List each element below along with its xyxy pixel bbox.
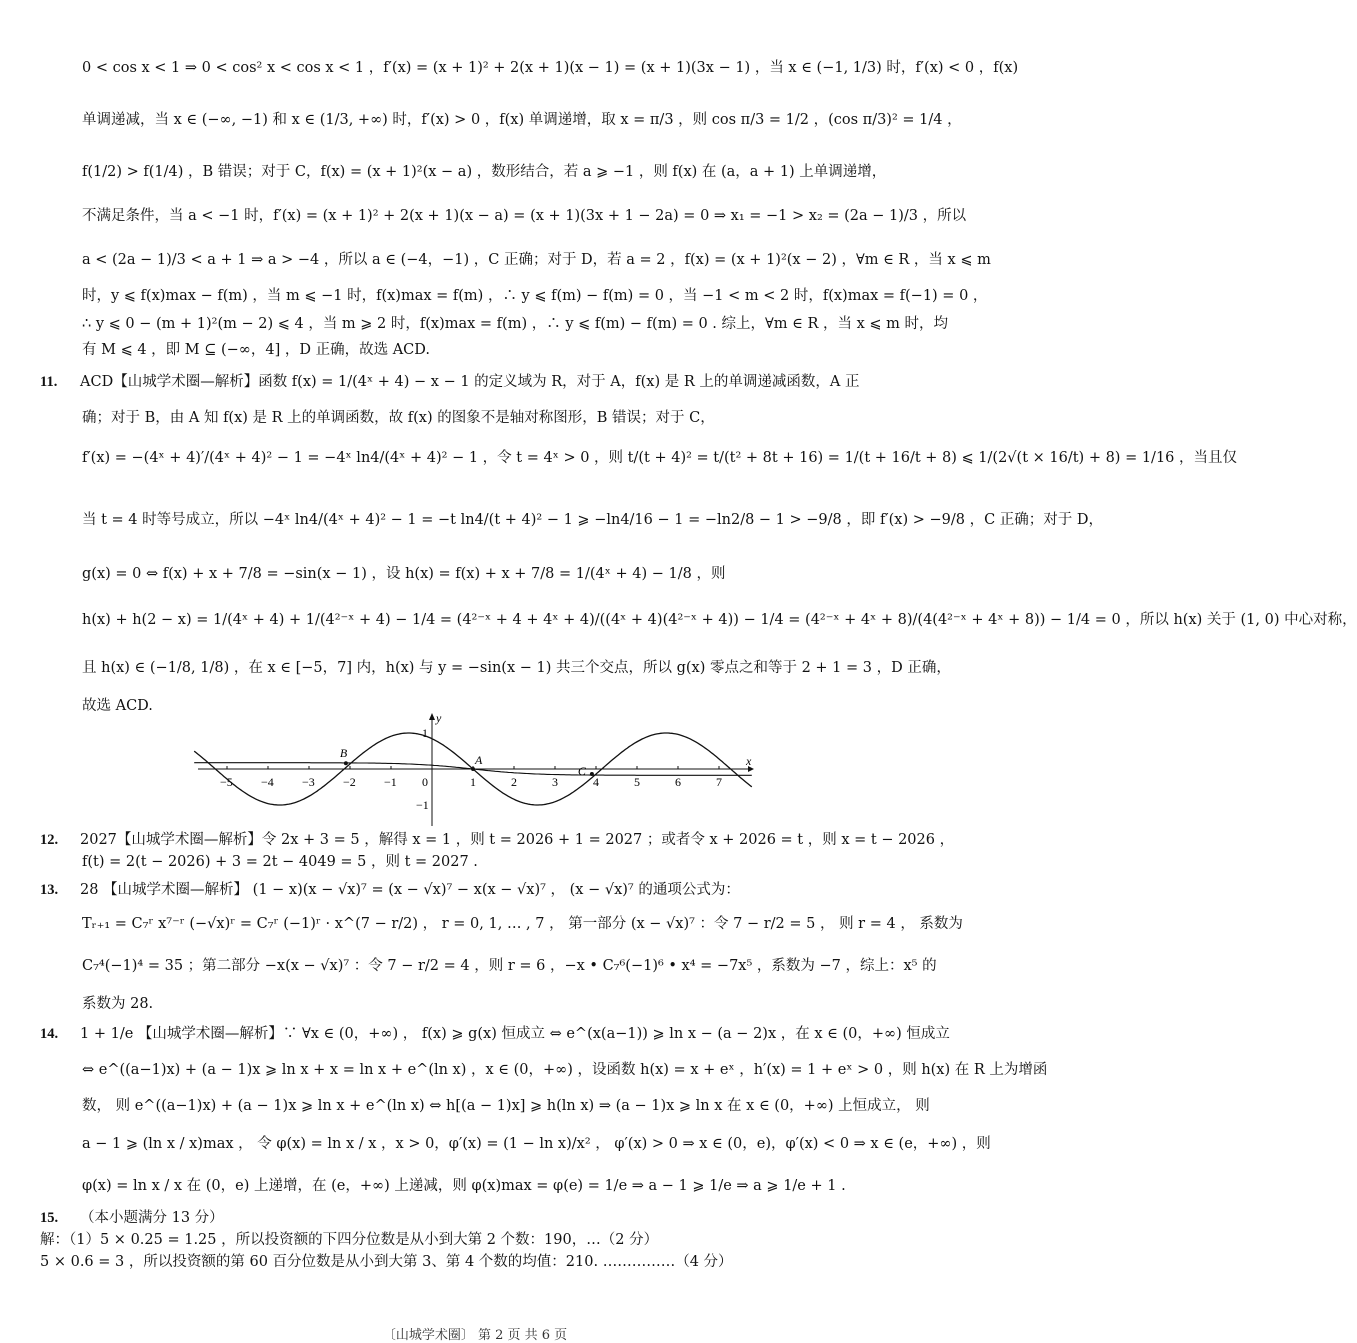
text-line: a < (2a − 1)/3 < a + 1 ⇒ a > −4 ，所以 a ∈ (−4，−1) ，C 正确；对于 D，若 a = 2 ，f(x) = (x + 1)²(x − 2) ，∀m ∈ R ，当 x ⩽ m: [82, 252, 991, 268]
question-number: 14.: [40, 1026, 59, 1042]
text-line: 有 M ⩽ 4 ，即 M ⊆ (−∞，4] ，D 正确，故选 ACD.: [82, 342, 430, 358]
text-line: 数， 则 e^((a−1)x) + (a − 1)x ⩾ ln x + e^(ln x) ⇔ h[(a − 1)x] ⩾ h(ln x) ⇒ (a − 1)x ⩾ ln x 在 x ∈ (0，+∞) 上恒成立， 则: [82, 1098, 930, 1114]
text-line: a − 1 ⩾ (ln x / x)max ， 令 φ(x) = ln x / x ，x > 0，φ′(x) = (1 − ln x)/x² ， φ′(x) > 0 ⇒ x ∈ (0，e)，φ′(x) < 0 ⇒ x ∈ (e，+∞) ，则: [82, 1136, 991, 1152]
text-line: 时，y ⩽ f(x)max − f(m) ，当 m ⩽ −1 时，f(x)max = f(m) ，∴ y ⩽ f(m) − f(m) = 0 ，当 −1 < m < 2 时，f(x)max = f(−1) = 0 ，: [82, 288, 988, 304]
x-tick-label: −2: [343, 775, 356, 789]
x-tick-label: 0: [422, 775, 428, 789]
question-number: 11.: [40, 374, 58, 390]
point-label: B: [339, 746, 348, 761]
text-line: h(x) + h(2 − x) = 1/(4ˣ + 4) + 1/(4²⁻ˣ + 4) − 1/4 = (4²⁻ˣ + 4 + 4ˣ + 4)/((4ˣ + 4)(4²⁻ˣ + 4)) − 1/4 = (4²⁻ˣ + 4ˣ + 8)/(4(4²⁻ˣ + 4ˣ + 8)) − 1/4 = 0 ，所以 h(x) 关于 (1, 0) 中心对称，: [82, 612, 1357, 628]
text-line: [40, 372, 910, 392]
x-tick-label: −4: [261, 775, 274, 789]
point-c: [590, 772, 594, 776]
text-span: ACD【山城学术圈—解析】函数 f(x) = 1/(4ˣ + 4) − x − 1 的定义域为 R，对于 A，f(x) 是 R 上的单调递减函数，A 正: [80, 374, 860, 390]
x-tick-label: 3: [552, 775, 558, 789]
text-span: 1 + 1/e 【山城学术圈—解析】∵ ∀x ∈ (0，+∞) ， f(x) ⩾ g(x) 恒成立 ⇔ e^(x(a−1)) ⩾ ln x − (a − 2)x ，在 x ∈ (0，+∞) 恒成立: [80, 1026, 950, 1042]
text-span: （本小题满分 13 分）: [80, 1210, 224, 1226]
text-line: g(x) = 0 ⇔ f(x) + x + 7/8 = −sin(x − 1) ，设 h(x) = f(x) + x + 7/8 = 1/(4ˣ + 4) − 1/8 ，则: [82, 566, 726, 582]
x-tick-label: −3: [302, 775, 315, 789]
text-line: [40, 1208, 910, 1228]
text-line: f(1/2) > f(1/4) ，B 错误；对于 C，f(x) = (x + 1)²(x − a) ，数形结合，若 a ⩾ −1 ，则 f(x) 在 (a，a + 1) 上单调递增，: [82, 164, 887, 180]
text-line: 单调递减，当 x ∈ (−∞, −1) 和 x ∈ (1/3, +∞) 时，f′(x) > 0 ，f(x) 单调递增，取 x = π/3 ，则 cos π/3 = 1/2 ，(cos π/3)² = 1/4 ，: [82, 112, 962, 128]
y-tick-label: −1: [416, 798, 429, 812]
text-line: 且 h(x) ∈ (−1/8, 1/8) ，在 x ∈ [−5，7] 内，h(x) 与 y = −sin(x − 1) 共三个交点，所以 g(x) 零点之和等于 2 + 1 = 3 ，D 正确，: [82, 660, 951, 676]
x-tick-label: 4: [593, 775, 599, 789]
text-line: 当 t = 4 时等号成立，所以 −4ˣ ln4/(4ˣ + 4)² − 1 = −t ln4/(t + 4)² − 1 ⩾ −ln4/16 − 1 = −ln2/8 − 1 > −9/8 ，即 f′(x) > −9/8 ，C 正确；对于 D，: [82, 512, 1104, 528]
text-line: [40, 880, 910, 900]
x-axis-label: x: [746, 754, 752, 768]
text-line: 5 × 0.6 = 3 ，所以投资额的第 60 百分位数是从小到大第 3、第 4 个数的均值：210. ……………（4 分）: [40, 1254, 733, 1270]
point-label: C: [577, 764, 586, 779]
text-line: ⇔ e^((a−1)x) + (a − 1)x ⩾ ln x + x = ln x + e^(ln x) ，x ∈ (0，+∞) ，设函数 h(x) = x + eˣ ，h′(x) = 1 + eˣ > 0 ，则 h(x) 在 R 上为增函: [82, 1062, 1048, 1078]
text-line: f(t) = 2(t − 2026) + 3 = 2t − 4049 = 5 ，则 t = 2027 .: [82, 854, 478, 870]
x-tick-label: −5: [220, 775, 233, 789]
point-a: [471, 767, 475, 771]
text-line: 解：（1）5 × 0.25 = 1.25 ，所以投资额的下四分位数是从小到大第 2 个数：190，…（2 分）: [40, 1232, 659, 1248]
x-tick-label: −1: [384, 775, 397, 789]
y-axis-label: y: [436, 711, 442, 725]
x-tick-label: 2: [511, 775, 517, 789]
text-line: [40, 1024, 950, 1044]
text-line: 确；对于 B，由 A 知 f(x) 是 R 上的单调函数，故 f(x) 的图象不是轴对称图形，B 错误；对于 C，: [82, 410, 715, 426]
text-span: 28 【山城学术圈—解析】 (1 − x)(x − √x)⁷ = (x − √x)⁷ − x(x − √x)⁷ ， (x − √x)⁷ 的通项公式为：: [80, 882, 740, 898]
y-tick-label: 1: [422, 726, 428, 740]
x-tick-label: 7: [716, 775, 722, 789]
text-line: Tᵣ₊₁ = C₇ʳ x⁷⁻ʳ (−√x)ʳ = C₇ʳ (−1)ʳ · x^(7 − r/2) ， r = 0, 1, … , 7 ， 第一部分 (x − √x)⁷ ：令 7 − r/2 = 5 ， 则 r = 4 ， 系数为: [82, 916, 963, 932]
text-line: ∴ y ⩽ 0 − (m + 1)²(m − 2) ⩽ 4 ，当 m ⩾ 2 时，f(x)max = f(m) ，∴ y ⩽ f(m) − f(m) = 0 . 综上，∀m ∈ R ，当 x ⩽ m 时，均: [82, 316, 949, 332]
text-line: f′(x) = −(4ˣ + 4)′/(4ˣ + 4)² − 1 = −4ˣ ln4/(4ˣ + 4)² − 1 ，令 t = 4ˣ > 0 ，则 t/(t + 4)² = t/(t² + 8t + 16) = 1/(t + 16/t + 8) ⩽ 1/(2√(t × 16/t) + 8) = 1/16 ，当且仅: [82, 450, 1238, 466]
text-line: 0 < cos x < 1 ⇒ 0 < cos² x < cos x < 1 ，f′(x) = (x + 1)² + 2(x + 1)(x − 1) = (x + 1)(3x − 1) ，当 x ∈ (−1, 1/3) 时，f′(x) < 0 ，f(x): [82, 60, 1019, 76]
question-number: 15.: [40, 1210, 59, 1226]
function-graph: [190, 708, 760, 830]
x-tick-label: 1: [470, 775, 476, 789]
x-tick-label: 6: [675, 775, 681, 789]
x-tick-label: 5: [634, 775, 640, 789]
text-line: 不满足条件，当 a < −1 时，f′(x) = (x + 1)² + 2(x + 1)(x − a) = (x + 1)(3x + 1 − 2a) = 0 ⇒ x₁ = −1 > x₂ = (2a − 1)/3 ，所以: [82, 208, 967, 224]
intersection-points: [340, 746, 594, 778]
question-number: 13.: [40, 882, 59, 898]
graph-svg: [190, 708, 760, 830]
page-footer: 〔山城学术圈〕 第 2 页 共 6 页: [382, 1328, 568, 1343]
question-number: 12.: [40, 832, 59, 848]
point-b: [344, 761, 348, 765]
text-line: 系数为 28.: [82, 996, 154, 1012]
text-line: [40, 830, 955, 850]
text-line: 故选 ACD.: [82, 698, 153, 714]
text-line: C₇⁴(−1)⁴ = 35 ；第二部分 −x(x − √x)⁷ ：令 7 − r/2 = 4 ，则 r = 6 ，−x • C₇⁶(−1)⁶ • x⁴ = −7x⁵ ，系数为 −7 ，综上：x⁵ 的: [82, 958, 937, 974]
text-line: φ(x) = ln x / x 在 (0，e) 上递增，在 (e，+∞) 上递减，则 φ(x)max = φ(e) = 1/e ⇒ a − 1 ⩾ 1/e ⇒ a ⩾ 1/e + 1 .: [82, 1178, 846, 1194]
text-span: 2027【山城学术圈—解析】令 2x + 3 = 5 ，解得 x = 1 ，则 t = 2026 + 1 = 2027 ；或者令 x + 2026 = t ，则 x = t − 2026 ，: [80, 832, 955, 848]
point-label: A: [475, 753, 483, 767]
